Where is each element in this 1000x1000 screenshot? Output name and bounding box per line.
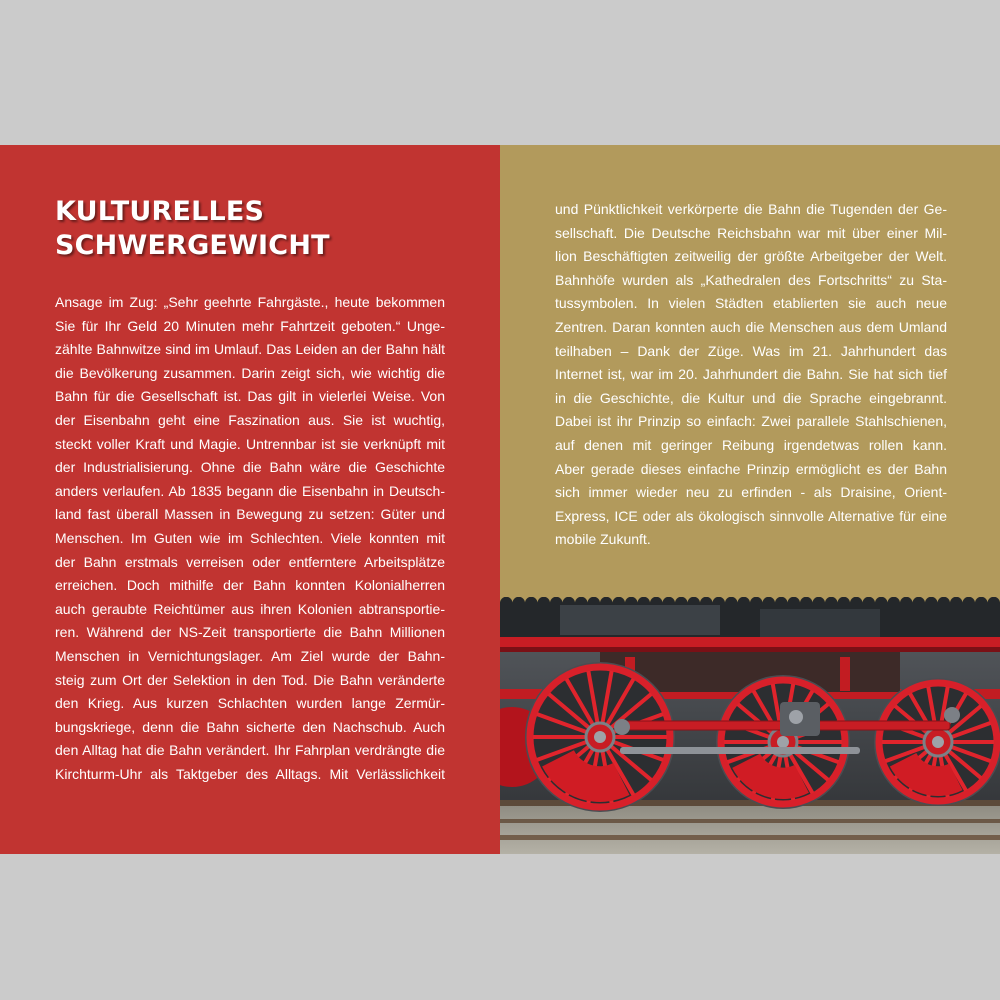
left-page bbox=[0, 145, 500, 854]
text-line: lion Beschäftigten zeitweilig der größte Arbeitgeber der Welt. bbox=[555, 248, 947, 265]
text-line: Sie für Ihr Geld 20 Minuten mehr Fahrtzeit geboten.“ Unge- bbox=[55, 317, 445, 334]
text-line: Bahn für die Gesellschaft ist. Das gilt in vielerlei Weise. Von bbox=[55, 388, 445, 405]
locomotive-wheels-photo bbox=[500, 597, 1000, 854]
title-line-2: SCHWERGEWICHT bbox=[55, 230, 330, 261]
text-line: teilhaben – Dank der Züge. Was im 21. Jahrhundert das bbox=[555, 342, 947, 359]
text-line: Kirchturm-Uhr als Taktgeber des Alltags. Mit Verlässlichkeit bbox=[55, 765, 445, 782]
right-page bbox=[500, 145, 1000, 854]
text-line: Express, ICE oder als ökologisch sinnvolle Alternative für eine bbox=[555, 507, 947, 524]
left-body-text bbox=[55, 291, 445, 786]
text-line: ren. Während der NS-Zeit transportierte die Bahn Millionen bbox=[55, 624, 445, 641]
text-line last: mobile Zukunft. bbox=[555, 531, 651, 548]
text-line: Aber gerade dieses einfache Prinzip ermöglicht es der Bahn bbox=[555, 460, 947, 477]
text-line: Menschen. Im Guten wie im Schlechten. Viele konnten mit bbox=[55, 529, 445, 546]
page-title bbox=[55, 195, 330, 263]
text-line: sellschaft. Die Deutsche Reichsbahn war mit über einer Mil- bbox=[555, 224, 947, 241]
text-line: Menschen in Vernichtungslager. Am Ziel wurde der Bahn- bbox=[55, 647, 445, 664]
text-line: steckt voller Kraft und Magie. Untrennbar ist sie verknüpft mit bbox=[55, 435, 445, 452]
text-line: die Bevölkerung zusammen. Darin zeigt sich, wie wichtig die bbox=[55, 364, 445, 381]
text-line: Ansage im Zug: „Sehr geehrte Fahrgäste., heute bekommen bbox=[55, 294, 445, 310]
text-line: Internet ist, war im 20. Jahrhundert die Bahn. Sie hat sich tief bbox=[555, 366, 947, 383]
text-line: sich immer wieder neu zu erfinden - als Draisine, Orient- bbox=[555, 484, 947, 501]
text-line: den Krieg. Aus kurzen Schlachten wurden lange Zermür- bbox=[55, 695, 445, 712]
text-line: Bahnhöfe wurden als „Kathedralen des Fortschritts“ zu Sta- bbox=[555, 271, 947, 288]
driving-wheel bbox=[716, 675, 850, 809]
text-line: in die Geschichte, die Kultur und die Sprache eingebrannt. bbox=[555, 389, 947, 406]
text-line: den Alltag hat die Bahn verändert. Ihr Fahrplan verdrängte die bbox=[55, 742, 445, 759]
text-line: Zentren. Daran konnten auch die Menschen aus dem Umland bbox=[555, 318, 947, 335]
text-line: zählte Bahnwitze sind im Umlauf. Das Leiden an der Bahn hält bbox=[55, 341, 445, 358]
text-line: tussymbolen. In vielen Städten etablierten sie auch neue bbox=[555, 295, 947, 312]
text-line: und Pünktlichkeit verkörperte die Bahn die Tugenden der Ge- bbox=[555, 201, 947, 217]
text-line: der Eisenbahn geht eine Faszination aus. Sie ist wuchtig, bbox=[55, 411, 445, 428]
text-line: erreichen. Doch mithilfe der Bahn konnten Kolonialherren bbox=[55, 577, 445, 594]
text-line: auf denen mit geringer Reibung irgendetwas rollen kann. bbox=[555, 436, 947, 453]
text-line: der Industrialisierung. Ohne die Bahn wäre die Geschichte bbox=[55, 459, 445, 476]
text-line: steig zum Ort der Selektion in den Tod. Die Bahn veränderte bbox=[55, 671, 445, 688]
text-line: auch geraubte Reichtümer aus ihren Kolonien abtransportie- bbox=[55, 600, 445, 617]
driving-wheel bbox=[525, 662, 675, 812]
text-line: anders verlaufen. Ab 1835 begann die Eisenbahn in Deutsch- bbox=[55, 482, 445, 499]
text-line: bungskriege, denn die Bahn sicherte den Nachschub. Auch bbox=[55, 718, 445, 735]
text-line: land fast überall Massen in Bewegung zu setzen: Güter und bbox=[55, 506, 445, 523]
book-spread bbox=[0, 145, 1000, 854]
text-line: der Bahn erstmals verreisen oder entferntere Arbeitsplätze bbox=[55, 553, 445, 570]
text-line: Dabei ist ihr Prinzip so einfach: Zwei parallele Stahlschienen, bbox=[555, 413, 947, 430]
right-body-text bbox=[555, 198, 947, 552]
driving-wheel bbox=[874, 678, 1000, 806]
title-line-1: KULTURELLES bbox=[55, 196, 265, 227]
